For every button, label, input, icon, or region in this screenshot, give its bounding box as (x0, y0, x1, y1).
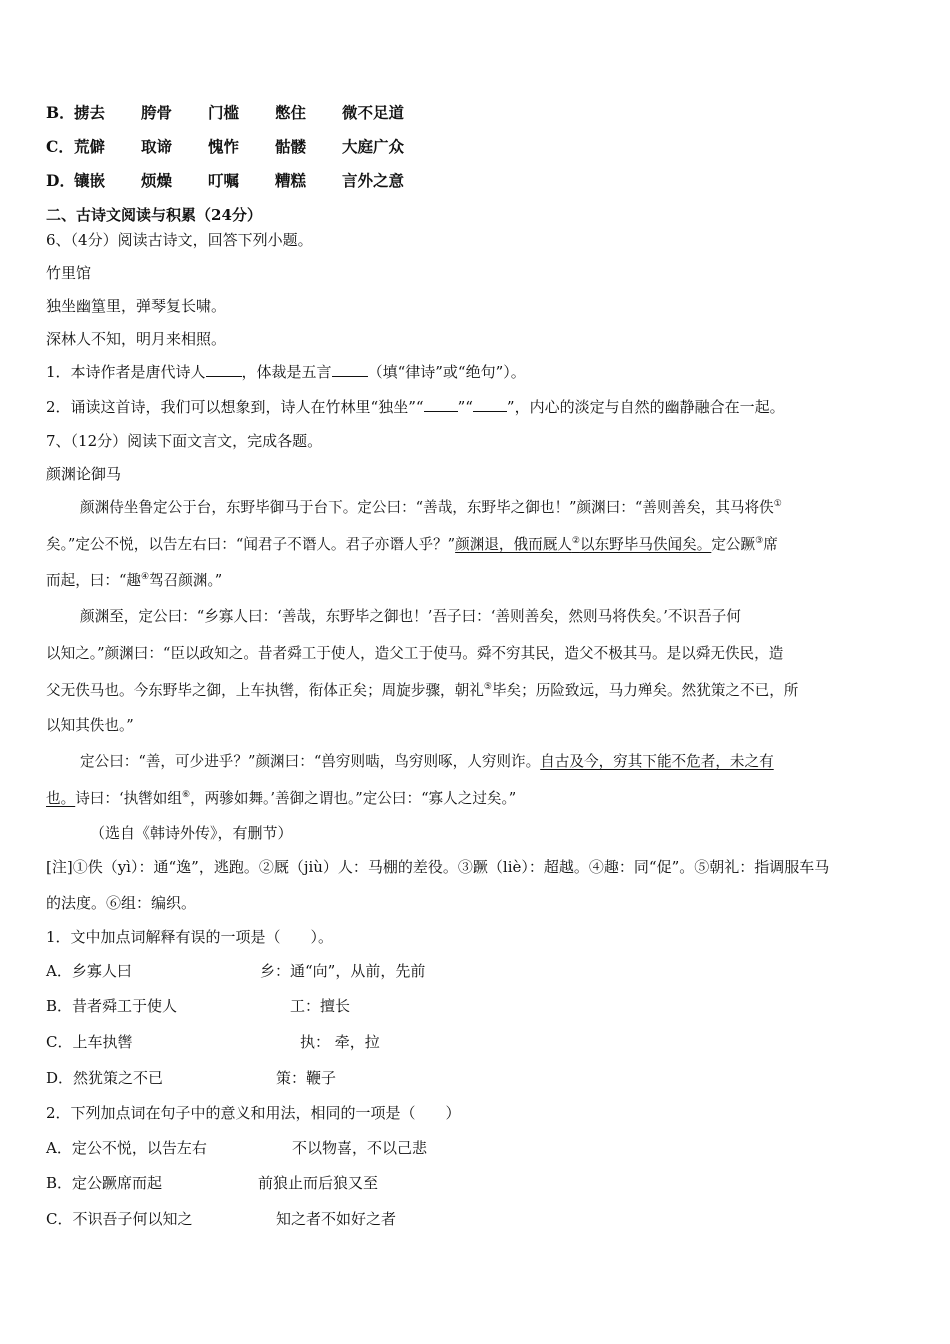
passage-line (80, 498, 782, 518)
underlined-text: 颜渊退，俄而厩人②以东野毕马佚闻矣。 (455, 536, 712, 553)
answer-blank[interactable] (424, 397, 458, 412)
option-key: B． (46, 103, 75, 122)
note-mark: ③ (755, 536, 764, 547)
option-word: 骷髅 (275, 137, 307, 156)
choice-a[interactable] (46, 1138, 428, 1158)
text: ，两骖如舞。’善御之谓也。”定公曰：“寡人之过矣。” (190, 790, 517, 807)
passage-line (46, 789, 516, 809)
option-word: 糟糕 (275, 171, 307, 190)
text: 而起，曰：“趣 (46, 572, 142, 589)
poem-line: 深林人不知，明月来相照。 (46, 330, 227, 348)
choice-sentence: A．定公不悦，以告左右 (46, 1139, 207, 1157)
passage-line (46, 681, 798, 701)
passage-line: 颜渊至，定公曰：“乡寡人曰：‘善哉，东野毕之御也！’吾子曰：‘善则善矣，然则马将佚矣。’不识吾子何 (80, 608, 741, 625)
underlined-text: 也。 (46, 790, 76, 807)
choice-c[interactable] (46, 1032, 380, 1052)
option-word: 叮嘱 (208, 171, 240, 190)
note-mark: ④ (141, 572, 150, 583)
passage-line (80, 752, 774, 772)
q6-intro: 6、（4分）阅读古诗文，回答下列小题。 (46, 231, 313, 249)
section-title: 二、古诗文阅读与积累（24分） (46, 206, 262, 224)
q7-sub2-stem: 2．下列加点词在句子中的意义和用法，相同的一项是（ ） (46, 1104, 461, 1122)
option-word: 取谛 (141, 137, 173, 156)
poem-title: 竹里馆 (46, 264, 92, 282)
q6-sub1 (46, 362, 526, 382)
option-row-b (46, 103, 404, 123)
footnote-line: 的法度。⑥组：编织。 (46, 894, 197, 912)
text: 矣。”定公不悦，以告左右曰：“闻君子不谮人。君子亦谮人乎？” (46, 536, 456, 553)
note-mark: ① (773, 499, 782, 510)
passage-line: 以知之。”颜渊曰：“臣以政知之。昔者舜工于使人，造父工于使马。舜不穷其民，造父不极其马。是以舜无佚民，造 (46, 645, 784, 662)
answer-blank[interactable] (473, 397, 507, 412)
passage-line (46, 535, 778, 555)
choice-gloss: 策：鞭子 (276, 1069, 337, 1087)
text: （填“律诗”或“绝句”）。 (367, 363, 526, 381)
passage-source: （选自《韩诗外传》，有删节） (90, 824, 293, 842)
note-mark: ⑤ (483, 682, 492, 693)
option-word: 镶嵌 (74, 171, 106, 190)
option-word: 胯骨 (141, 103, 173, 122)
text: 定公蹶 (711, 536, 756, 553)
option-word: 大庭广众 (342, 137, 405, 156)
text: 定公曰：“善，可少进乎？”颜渊曰：“兽穷则啮，鸟穷则啄，人穷则诈。 (80, 753, 541, 770)
note-mark: ⑥ (182, 790, 191, 801)
passage-line: 以知其佚也。” (46, 717, 134, 734)
choice-sentence: B．定公蹶席而起 (46, 1174, 163, 1192)
option-word: 愧怍 (208, 137, 240, 156)
option-word: 掳去 (74, 103, 106, 122)
answer-blank[interactable] (206, 362, 242, 377)
choice-gloss: 工：擅长 (290, 997, 351, 1015)
answer-blank[interactable] (332, 362, 368, 377)
choice-sentence: C．上车执辔 (46, 1033, 133, 1051)
option-word: 憋住 (275, 103, 307, 122)
underlined-text: 自古及今，穷其下能不危者，未之有 (540, 753, 774, 770)
text: 颜渊侍坐鲁定公于台，东野毕御马于台下。定公曰：“善哉，东野毕之御也！”颜渊曰：“善则善矣，其马将佚 (80, 499, 774, 516)
text: 1．本诗作者是唐代诗人 (46, 363, 206, 381)
choice-sentence: C．不识吾子何以知之 (46, 1210, 193, 1228)
passage-title: 颜渊论御马 (46, 465, 122, 483)
text: 毕矣；历险致远，马力殚矣。然犹策之不已，所 (491, 682, 799, 699)
option-row-d (46, 171, 404, 191)
choice-compare: 前狼止而后狼又至 (258, 1174, 379, 1192)
option-word: 言外之意 (342, 171, 405, 190)
footnote-line: [注]①佚（yì）：通“逸”，逃跑。②厩（jiù）人：马棚的差役。③蹶（liè）：超越。④趣：同“促”。⑤朝礼：指调服车马 (46, 858, 830, 876)
q6-sub2 (46, 397, 785, 417)
passage-line (46, 571, 222, 591)
option-key: C． (46, 137, 74, 156)
text: ”，内心的淡定与自然的幽静融合在一起。 (506, 398, 785, 416)
text: 2．诵读这首诗，我们可以想象到，诗人在竹林里“独坐”“ (46, 398, 424, 416)
choice-a[interactable] (46, 961, 426, 981)
text: 席 (763, 536, 778, 553)
option-word: 荒僻 (74, 137, 106, 156)
choice-gloss: 乡：通“向”，从前，先前 (260, 962, 426, 980)
option-word: 门槛 (208, 103, 240, 122)
choice-sentence: B．昔者舜工于使人 (46, 997, 178, 1015)
choice-compare: 知之者不如好之者 (276, 1210, 397, 1228)
q7-sub1-stem: 1．文中加点词解释有误的一项是（ ）。 (46, 928, 334, 946)
choice-gloss: 执： 牵，拉 (300, 1033, 380, 1051)
text: ”“ (457, 398, 473, 416)
option-word: 烦燥 (141, 171, 173, 190)
text: 驾召颜渊。” (149, 572, 223, 589)
text: ，体裁是五言 (241, 363, 332, 381)
choice-sentence: A．乡寡人曰 (46, 962, 132, 980)
choice-c[interactable] (46, 1209, 397, 1229)
text: 父无佚马也。今东野毕之御，上车执辔，衔体正矣；周旋步骤，朝礼 (46, 682, 484, 699)
poem-line: 独坐幽篁里，弹琴复长啸。 (46, 297, 227, 315)
option-word: 微不足道 (342, 103, 405, 122)
choice-b[interactable] (46, 1173, 379, 1193)
option-key: D． (46, 171, 75, 190)
choice-d[interactable] (46, 1068, 337, 1088)
q7-intro: 7、（12分）阅读下面文言文，完成各题。 (46, 432, 323, 450)
text: 诗曰：‘执辔如组 (75, 790, 182, 807)
choice-compare: 不以物喜，不以己悲 (292, 1139, 428, 1157)
option-row-c (46, 137, 404, 157)
choice-sentence: D．然犹策之不已 (46, 1069, 164, 1087)
choice-b[interactable] (46, 996, 351, 1016)
